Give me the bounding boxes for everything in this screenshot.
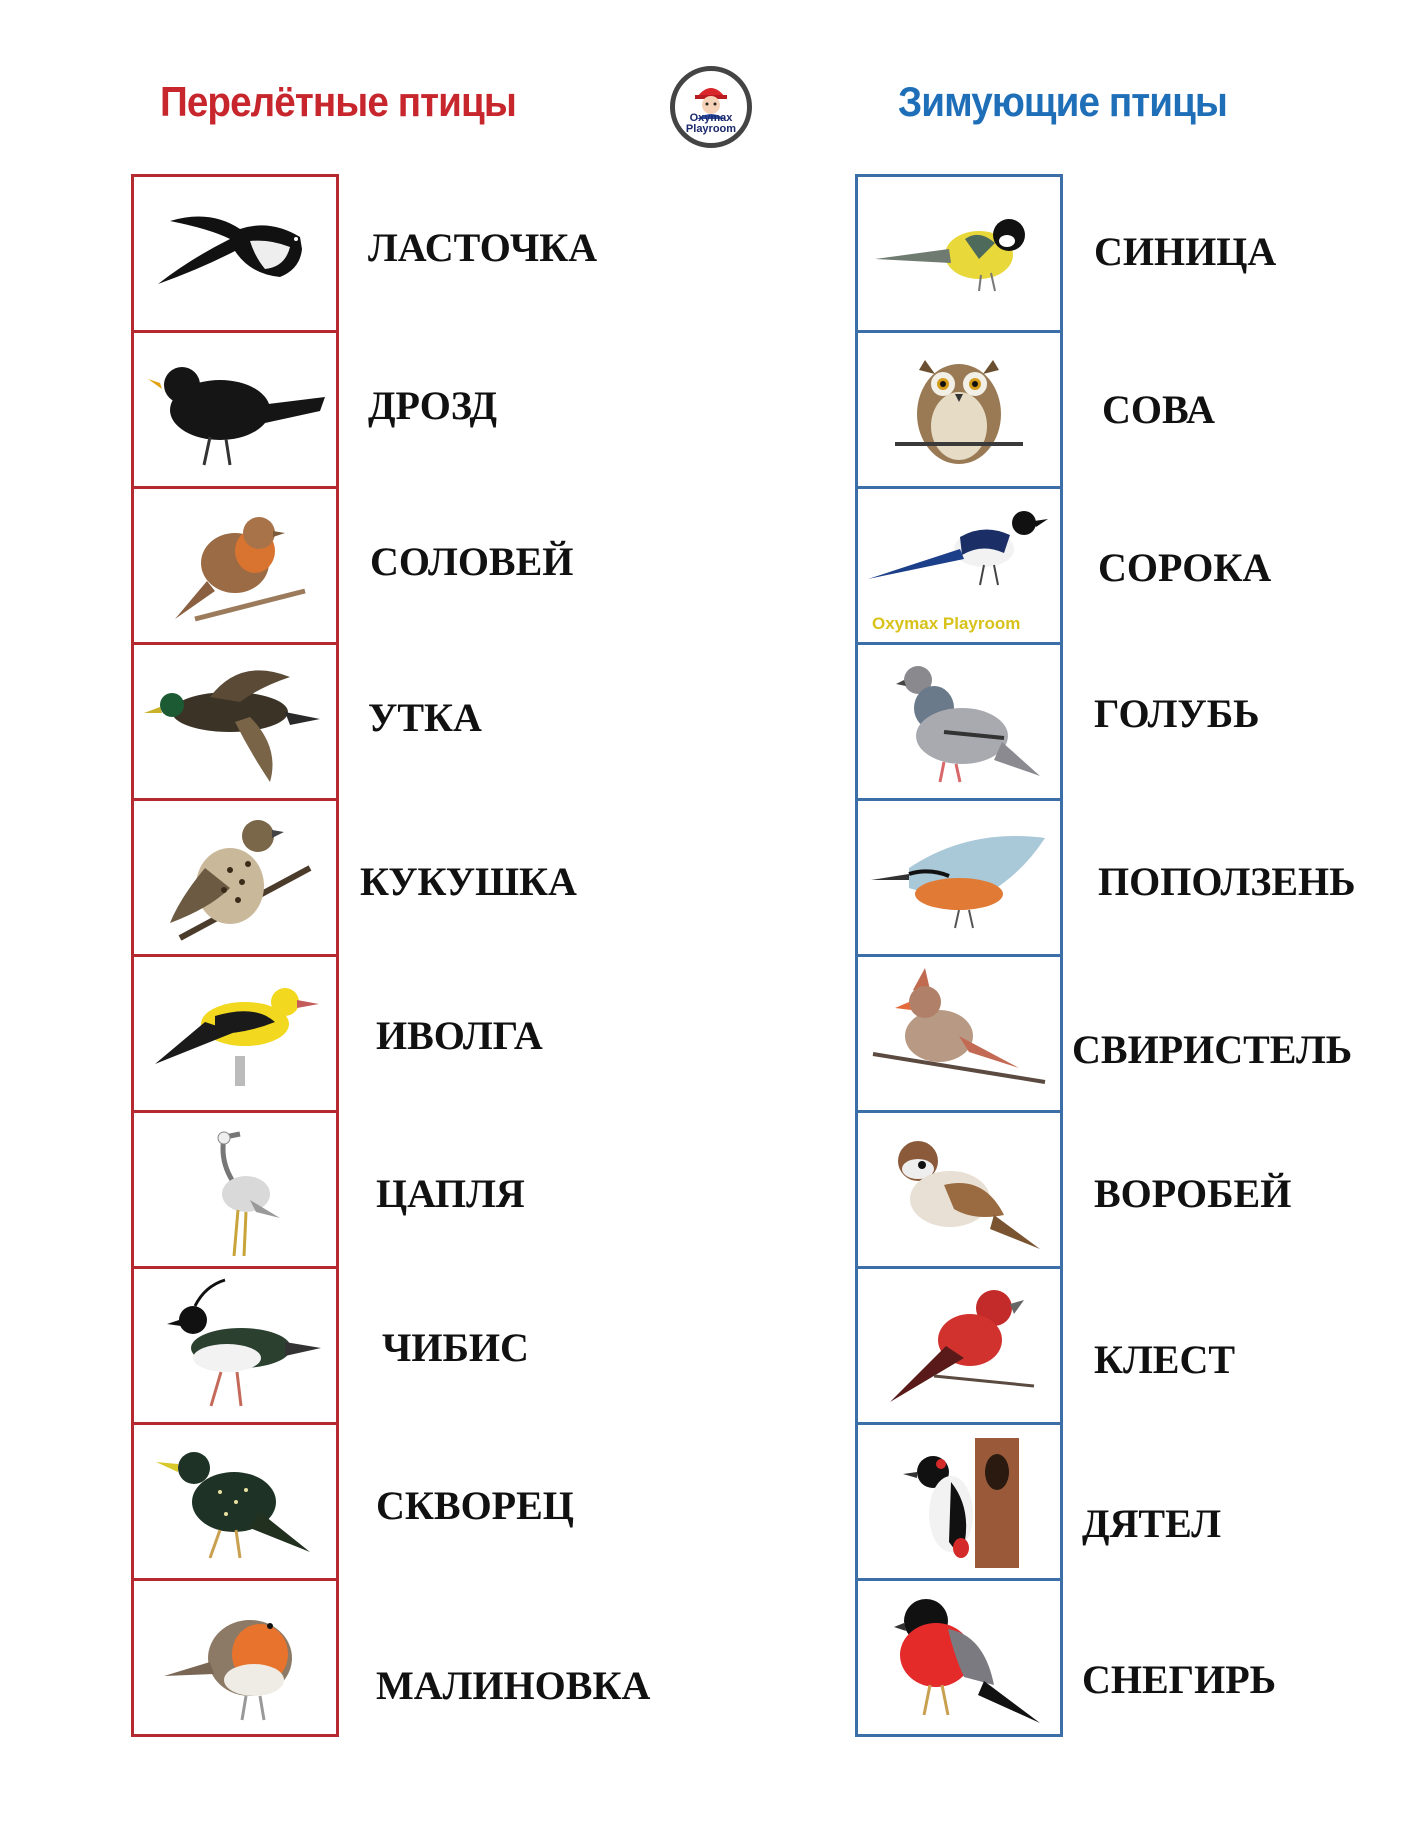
bird-card-cardinal bbox=[855, 954, 1063, 1113]
heron-icon bbox=[180, 1120, 290, 1260]
bird-card-nightingale bbox=[131, 486, 339, 645]
nuthatch-icon bbox=[869, 818, 1049, 938]
bird-card-blackbird bbox=[131, 330, 339, 489]
bird-card-woodpecker bbox=[855, 1422, 1063, 1581]
bird-label-oriole: ИВОЛГА bbox=[376, 1013, 543, 1058]
bird-label-bullfinch: СНЕГИРЬ bbox=[1082, 1657, 1277, 1702]
bird-card-owl bbox=[855, 330, 1063, 489]
bird-label-nuthatch: ПОПОЛЗЕНЬ bbox=[1098, 859, 1356, 904]
bird-card-sparrow bbox=[855, 1110, 1063, 1269]
bird-label-lapwing: ЧИБИС bbox=[382, 1325, 529, 1370]
wintering-birds-list bbox=[855, 174, 1063, 1737]
bird-card-crossbill bbox=[855, 1266, 1063, 1425]
pigeon-icon bbox=[874, 652, 1044, 792]
cardinal-icon bbox=[869, 964, 1049, 1104]
bird-label-swallow: ЛАСТОЧКА bbox=[368, 225, 598, 270]
crossbill-icon bbox=[874, 1276, 1044, 1416]
bird-card-heron bbox=[131, 1110, 339, 1269]
bird-card-pigeon bbox=[855, 642, 1063, 801]
logo-line2: Playroom bbox=[685, 123, 737, 135]
bird-card-starling bbox=[131, 1422, 339, 1581]
bird-label-blackbird: ДРОЗД bbox=[368, 383, 498, 428]
blackbird-icon bbox=[140, 345, 330, 475]
bird-label-heron: ЦАПЛЯ bbox=[376, 1171, 525, 1216]
magpie-watermark: Oxymax Playroom bbox=[872, 614, 1021, 633]
magpie-icon bbox=[864, 493, 1054, 638]
bird-label-thrush: КУКУШКА bbox=[360, 859, 577, 904]
starling-icon bbox=[150, 1432, 320, 1572]
bird-label-starling: СКВОРЕЦ bbox=[376, 1483, 574, 1528]
duck-icon bbox=[140, 657, 330, 787]
bullfinch-icon bbox=[874, 1585, 1044, 1730]
thrush-icon bbox=[150, 808, 320, 948]
logo-line1: Oxymax bbox=[689, 112, 733, 124]
bird-card-robin bbox=[131, 1578, 339, 1737]
bird-label-tit: СИНИЦА bbox=[1094, 229, 1277, 274]
bird-card-magpie bbox=[855, 486, 1063, 645]
bird-card-duck bbox=[131, 642, 339, 801]
oriole-icon bbox=[145, 964, 325, 1104]
bird-label-cardinal: СВИРИСТЕЛЬ bbox=[1072, 1027, 1353, 1072]
woodpecker-icon bbox=[889, 1432, 1029, 1572]
bird-card-swallow bbox=[131, 174, 339, 333]
bird-label-sparrow: ВОРОБЕЙ bbox=[1094, 1171, 1292, 1216]
bird-label-magpie: СОРОКА bbox=[1098, 545, 1272, 590]
bird-label-pigeon: ГОЛУБЬ bbox=[1094, 691, 1260, 736]
bird-label-crossbill: КЛЕСТ bbox=[1094, 1337, 1236, 1382]
nightingale-icon bbox=[155, 501, 315, 631]
robin-icon bbox=[150, 1588, 320, 1728]
sparrow-icon bbox=[874, 1125, 1044, 1255]
bird-label-duck: УТКА bbox=[368, 695, 482, 740]
bird-card-nuthatch bbox=[855, 798, 1063, 957]
migratory-birds-heading: Перелётные птицы bbox=[160, 78, 516, 125]
tit-icon bbox=[869, 199, 1049, 309]
swallow-icon bbox=[150, 199, 320, 309]
bird-card-tit bbox=[855, 174, 1063, 333]
bird-card-thrush bbox=[131, 798, 339, 957]
migratory-birds-list bbox=[131, 174, 339, 1737]
bird-card-lapwing bbox=[131, 1266, 339, 1425]
owl-icon bbox=[889, 340, 1029, 480]
bird-card-oriole bbox=[131, 954, 339, 1113]
bird-card-bullfinch bbox=[855, 1578, 1063, 1737]
lapwing-icon bbox=[145, 1276, 325, 1416]
bird-label-owl: СОВА bbox=[1102, 387, 1216, 432]
bird-label-woodpecker: ДЯТЕЛ bbox=[1082, 1501, 1222, 1546]
bird-label-nightingale: СОЛОВЕЙ bbox=[370, 539, 574, 584]
oxymax-playroom-logo bbox=[670, 66, 752, 148]
bird-label-robin: МАЛИНОВКА bbox=[376, 1663, 651, 1708]
wintering-birds-heading: Зимующие птицы bbox=[898, 78, 1228, 125]
